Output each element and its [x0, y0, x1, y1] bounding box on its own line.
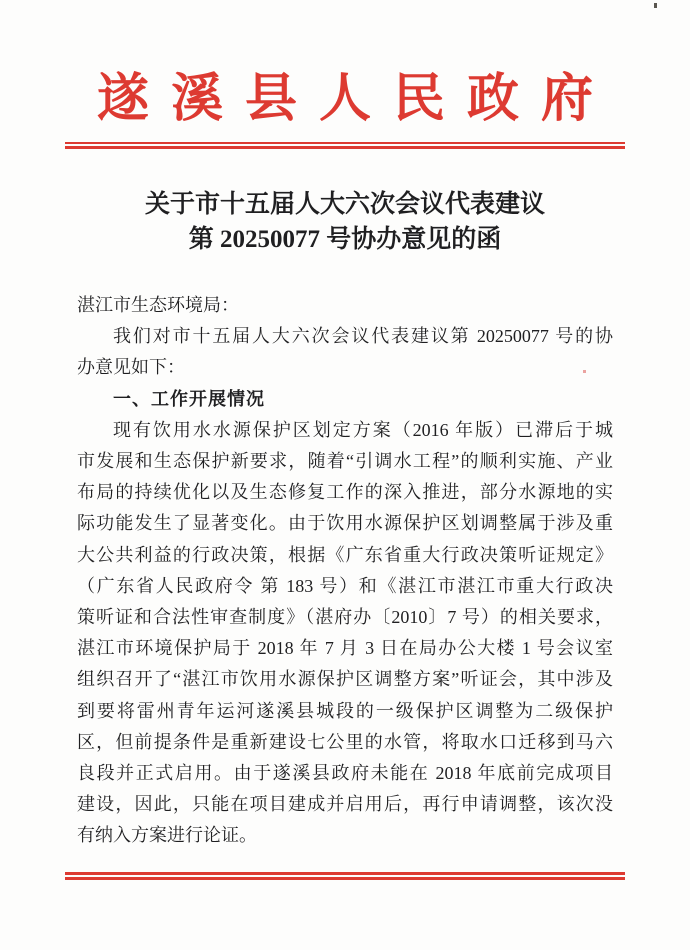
body-line: 到要将雷州青年运河遂溪县城段的一级保护区调整为二级保护	[77, 700, 613, 721]
document-title-line-2: 第 20250077 号协办意见的函	[188, 226, 502, 253]
header-divider-thick-line	[65, 146, 625, 149]
body-line: 建设，因此，只能在项目建成并启用后，再行申请调整，该次没	[77, 794, 613, 815]
body-line: 湛江市生态环境局：	[77, 295, 239, 315]
section-heading: 一、工作开展情况	[113, 388, 265, 409]
body-line: （广东省人民政府令 第 183 号）和《湛江市湛江市重大行政决	[77, 575, 613, 596]
footer-divider-lower-line	[65, 877, 625, 880]
body-line: 办意见如下：	[77, 357, 185, 378]
body-line: 大公共利益的行政决策，根据《广东省重大行政决策听证规定》	[77, 544, 613, 565]
header-divider-thin-line	[65, 142, 625, 144]
document-title	[0, 187, 690, 257]
body-line: 良段并正式启用。由于遂溪县政府未能在 2018 年底前完成项目	[77, 763, 613, 784]
letterhead	[0, 70, 690, 149]
body-line: 湛江市环境保护局于 2018 年 7 月 3 日在局办公大楼 1 号会议室	[77, 638, 613, 659]
body-line: 有纳入方案进行论证。	[77, 825, 257, 846]
scan-speck	[583, 370, 586, 373]
document-body	[77, 290, 613, 852]
body-line: 区，但前提条件是重新建设七公里的水管，将取水口迁移到马六	[77, 731, 613, 752]
body-line: 我们对市十五届人大六次会议代表建议第 20250077 号的协	[113, 326, 613, 347]
body-line: 布局的持续优化以及生态修复工作的深入推进，部分水源地的实	[77, 482, 613, 503]
scan-speck	[654, 3, 657, 8]
header-divider	[65, 142, 625, 149]
body-line: 策听证和合法性审查制度》（湛府办〔2010〕7 号）的相关要求，	[77, 607, 613, 628]
body-line: 市发展和生态保护新要求，随着“引调水工程”的顺利实施、产业	[77, 451, 613, 472]
body-line: 际功能发生了显著变化。由于饮用水源保护区划调整属于涉及重	[77, 513, 613, 534]
document-title-line-1: 关于市十五届人大六次会议代表建议	[144, 191, 545, 218]
body-line: 组织召开了“湛江市饮用水源保护区调整方案”听证会，其中涉及	[77, 669, 613, 690]
org-name: 遂溪县人民政府	[96, 71, 615, 128]
body-line: 现有饮用水水源保护区划定方案（2016 年版）已滞后于城	[113, 419, 613, 440]
footer-divider	[65, 872, 625, 880]
footer-divider-upper-line	[65, 872, 625, 875]
